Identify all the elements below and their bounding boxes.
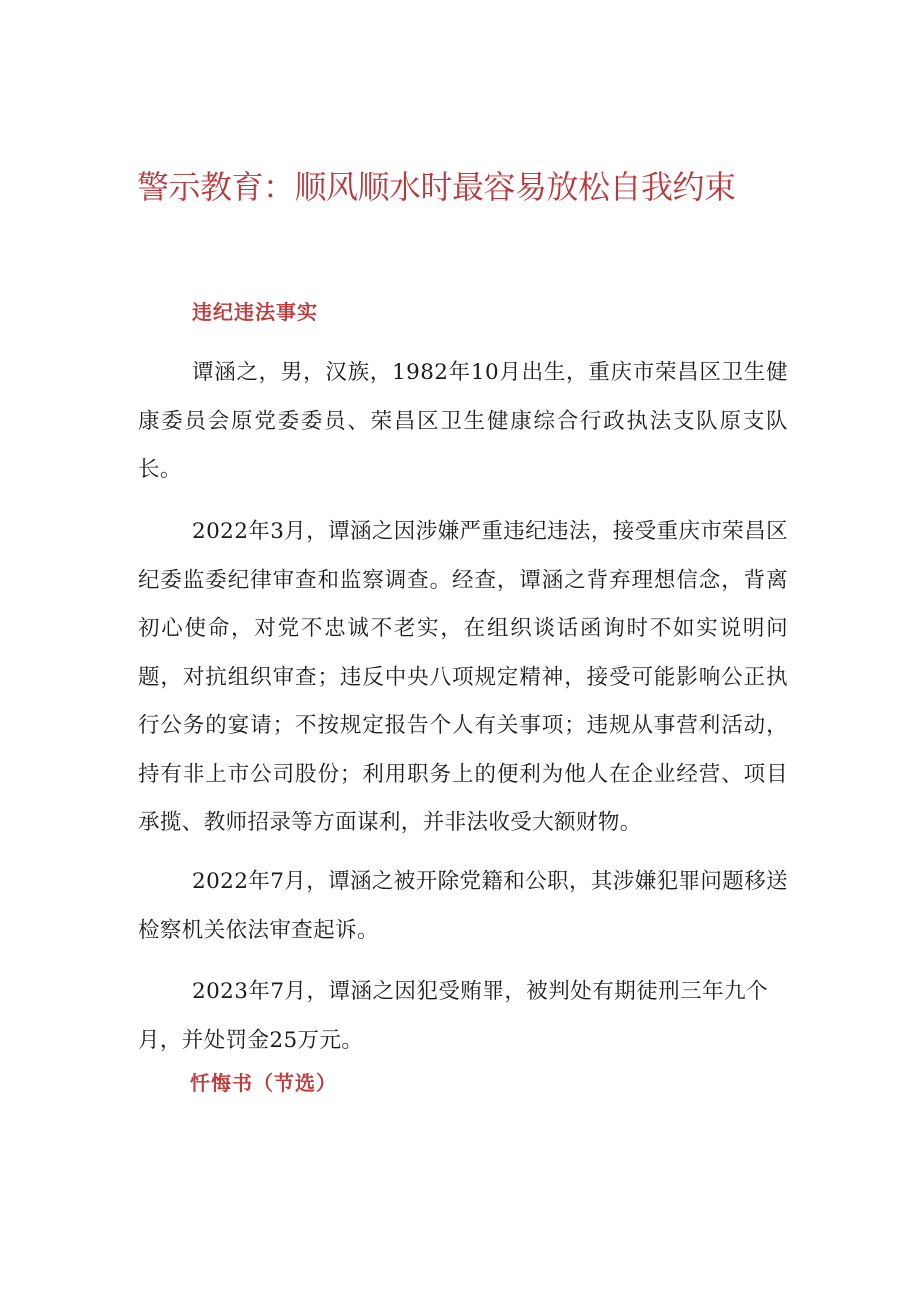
section-heading-confession: 忏悔书（节选） bbox=[190, 1071, 337, 1095]
paragraph-profile: 谭涵之，男，汉族，1982年10月出生，重庆市荣昌区卫生健康委员会原党委委员、荣昌区卫生健康综合行政执法支队原支队长。 bbox=[138, 360, 788, 482]
paragraph-sentence: 2023年7月，谭涵之因犯受贿罪，被判处有期徒刑三年九个月，并处罚金25万元。 bbox=[138, 979, 768, 1053]
section-heading-facts: 违纪违法事实 bbox=[192, 300, 318, 324]
paragraph-investigation: 2022年3月，谭涵之因涉嫌严重违纪违法，接受重庆市荣昌区纪委监委纪律审查和监察调查。经查，谭涵之背弃理想信念，背离初心使命，对党不忠诚不老实，在组织谈话函询时不如实说明问题，对抗组织审查；违反中央八项规定精神，接受可能影响公正执行公务的宴请；不按规定报告个人有关事项；违规从事营利活动，持有非上市公司股份；利用职务上的便利为他人在企业经营、项目承揽、教师招录等方面谋利，并非法收受大额财物。 bbox=[138, 519, 788, 835]
page-title: 警示教育：顺风顺水时最容易放松自我约束 bbox=[137, 168, 736, 206]
paragraph-expulsion: 2022年7月，谭涵之被开除党籍和公职，其涉嫌犯罪问题移送检察机关依法审查起诉。 bbox=[138, 869, 788, 943]
